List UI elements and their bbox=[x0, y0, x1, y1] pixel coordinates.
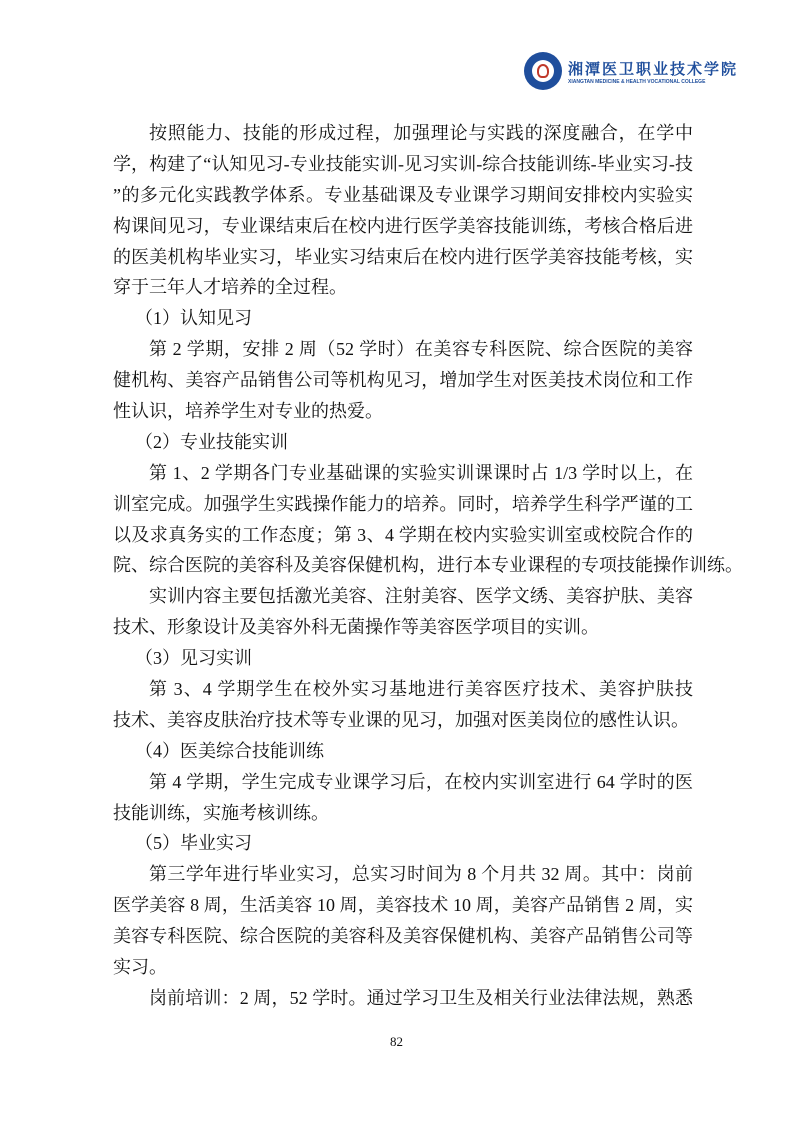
logo-text bbox=[568, 58, 738, 85]
text-line: 技术、美容皮肤治疗技术等专业课的见习，加强对医美岗位的感性认识。 bbox=[113, 709, 689, 730]
text-line: 医学美容 8 周，生活美容 10 周，美容技术 10 周，美容产品销售 2 周，实 bbox=[113, 895, 693, 916]
text-line: 穿于三年人才培养的全过程。 bbox=[113, 277, 347, 298]
logo-english-name: XIANGTAN MEDICINE & HEALTH VOCATIONAL COLLEGE bbox=[568, 78, 706, 85]
document-body bbox=[113, 118, 743, 1014]
section-heading: （2）专业技能实训 bbox=[135, 431, 288, 452]
text-line: 性认识，培养学生对专业的热爱。 bbox=[113, 401, 383, 422]
text-line: 第 1、2 学期各门专业基础课的实验实训课课时占 1/3 学时以上，在 bbox=[149, 462, 693, 483]
logo-chinese-name: 湘潭医卫职业技术学院 bbox=[568, 61, 739, 78]
text-line: 岗前培训：2 周，52 学时。通过学习卫生及相关行业法律法规，熟悉 bbox=[149, 987, 693, 1008]
text-line: 技能训练，实施考核训练。 bbox=[113, 802, 329, 823]
section-heading: （1）认知见习 bbox=[135, 308, 252, 329]
section-heading: （3）见习实训 bbox=[135, 648, 252, 669]
text-line: 技术、形象设计及美容外科无菌操作等美容医学项目的实训。 bbox=[113, 617, 599, 638]
text-line: 按照能力、技能的形成过程，加强理论与实践的深度融合，在学中 bbox=[149, 123, 693, 143]
text-line: 构课间见习，专业课结束后在校内进行医学美容技能训练，考核合格后进 bbox=[113, 215, 693, 236]
text-line: 实训内容主要包括激光美容、注射美容、医学文绣、美容护肤、美容 bbox=[149, 586, 693, 607]
text-line: 实习。 bbox=[113, 957, 167, 978]
text-line: 第 2 学期，安排 2 周（52 学时）在美容专科医院、综合医院的美容 bbox=[149, 339, 693, 360]
text-line: 第 3、4 学期学生在校外实习基地进行美容医疗技术、美容护肤技 bbox=[149, 679, 693, 700]
text-line: 第 4 学期，学生完成专业课学习后，在校内实训室进行 64 学时的医 bbox=[149, 771, 693, 792]
text-line: 学，构建了“认知见习-专业技能实训-见习实训-综合技能训练-毕业实习-技 bbox=[113, 153, 693, 174]
text-line: ”的多元化实践教学体系。专业基础课及专业课学习期间安排校内实验实 bbox=[113, 184, 693, 205]
page-number: 82 bbox=[390, 1034, 403, 1049]
college-seal-icon bbox=[524, 52, 562, 90]
text-line: 美容专科医院、综合医院的美容科及美容保健机构、美容产品销售公司等 bbox=[113, 926, 693, 947]
text-line: 第三学年进行毕业实习，总实习时间为 8 个月共 32 周。其中：岗前 bbox=[149, 864, 693, 885]
text-line: 健机构、美容产品销售公司等机构见习，增加学生对医美技术岗位和工作 bbox=[113, 370, 693, 391]
text-line: 的医美机构毕业实习，毕业实习结束后在校内进行医学美容技能考核，实 bbox=[113, 246, 693, 267]
section-heading: （4）医美综合技能训练 bbox=[135, 740, 324, 761]
text-line: 以及求真务实的工作态度；第 3、4 学期在校内实验实训室或校院合作的 bbox=[113, 524, 693, 545]
section-heading: （5）毕业实习 bbox=[135, 833, 252, 854]
text-line: 院、综合医院的美容科及美容保健机构，进行本专业课程的专项技能操作训练。 bbox=[113, 555, 743, 576]
text-line: 训室完成。加强学生实践操作能力的培养。同时，培养学生科学严谨的工 bbox=[113, 493, 693, 514]
college-logo bbox=[524, 50, 739, 92]
